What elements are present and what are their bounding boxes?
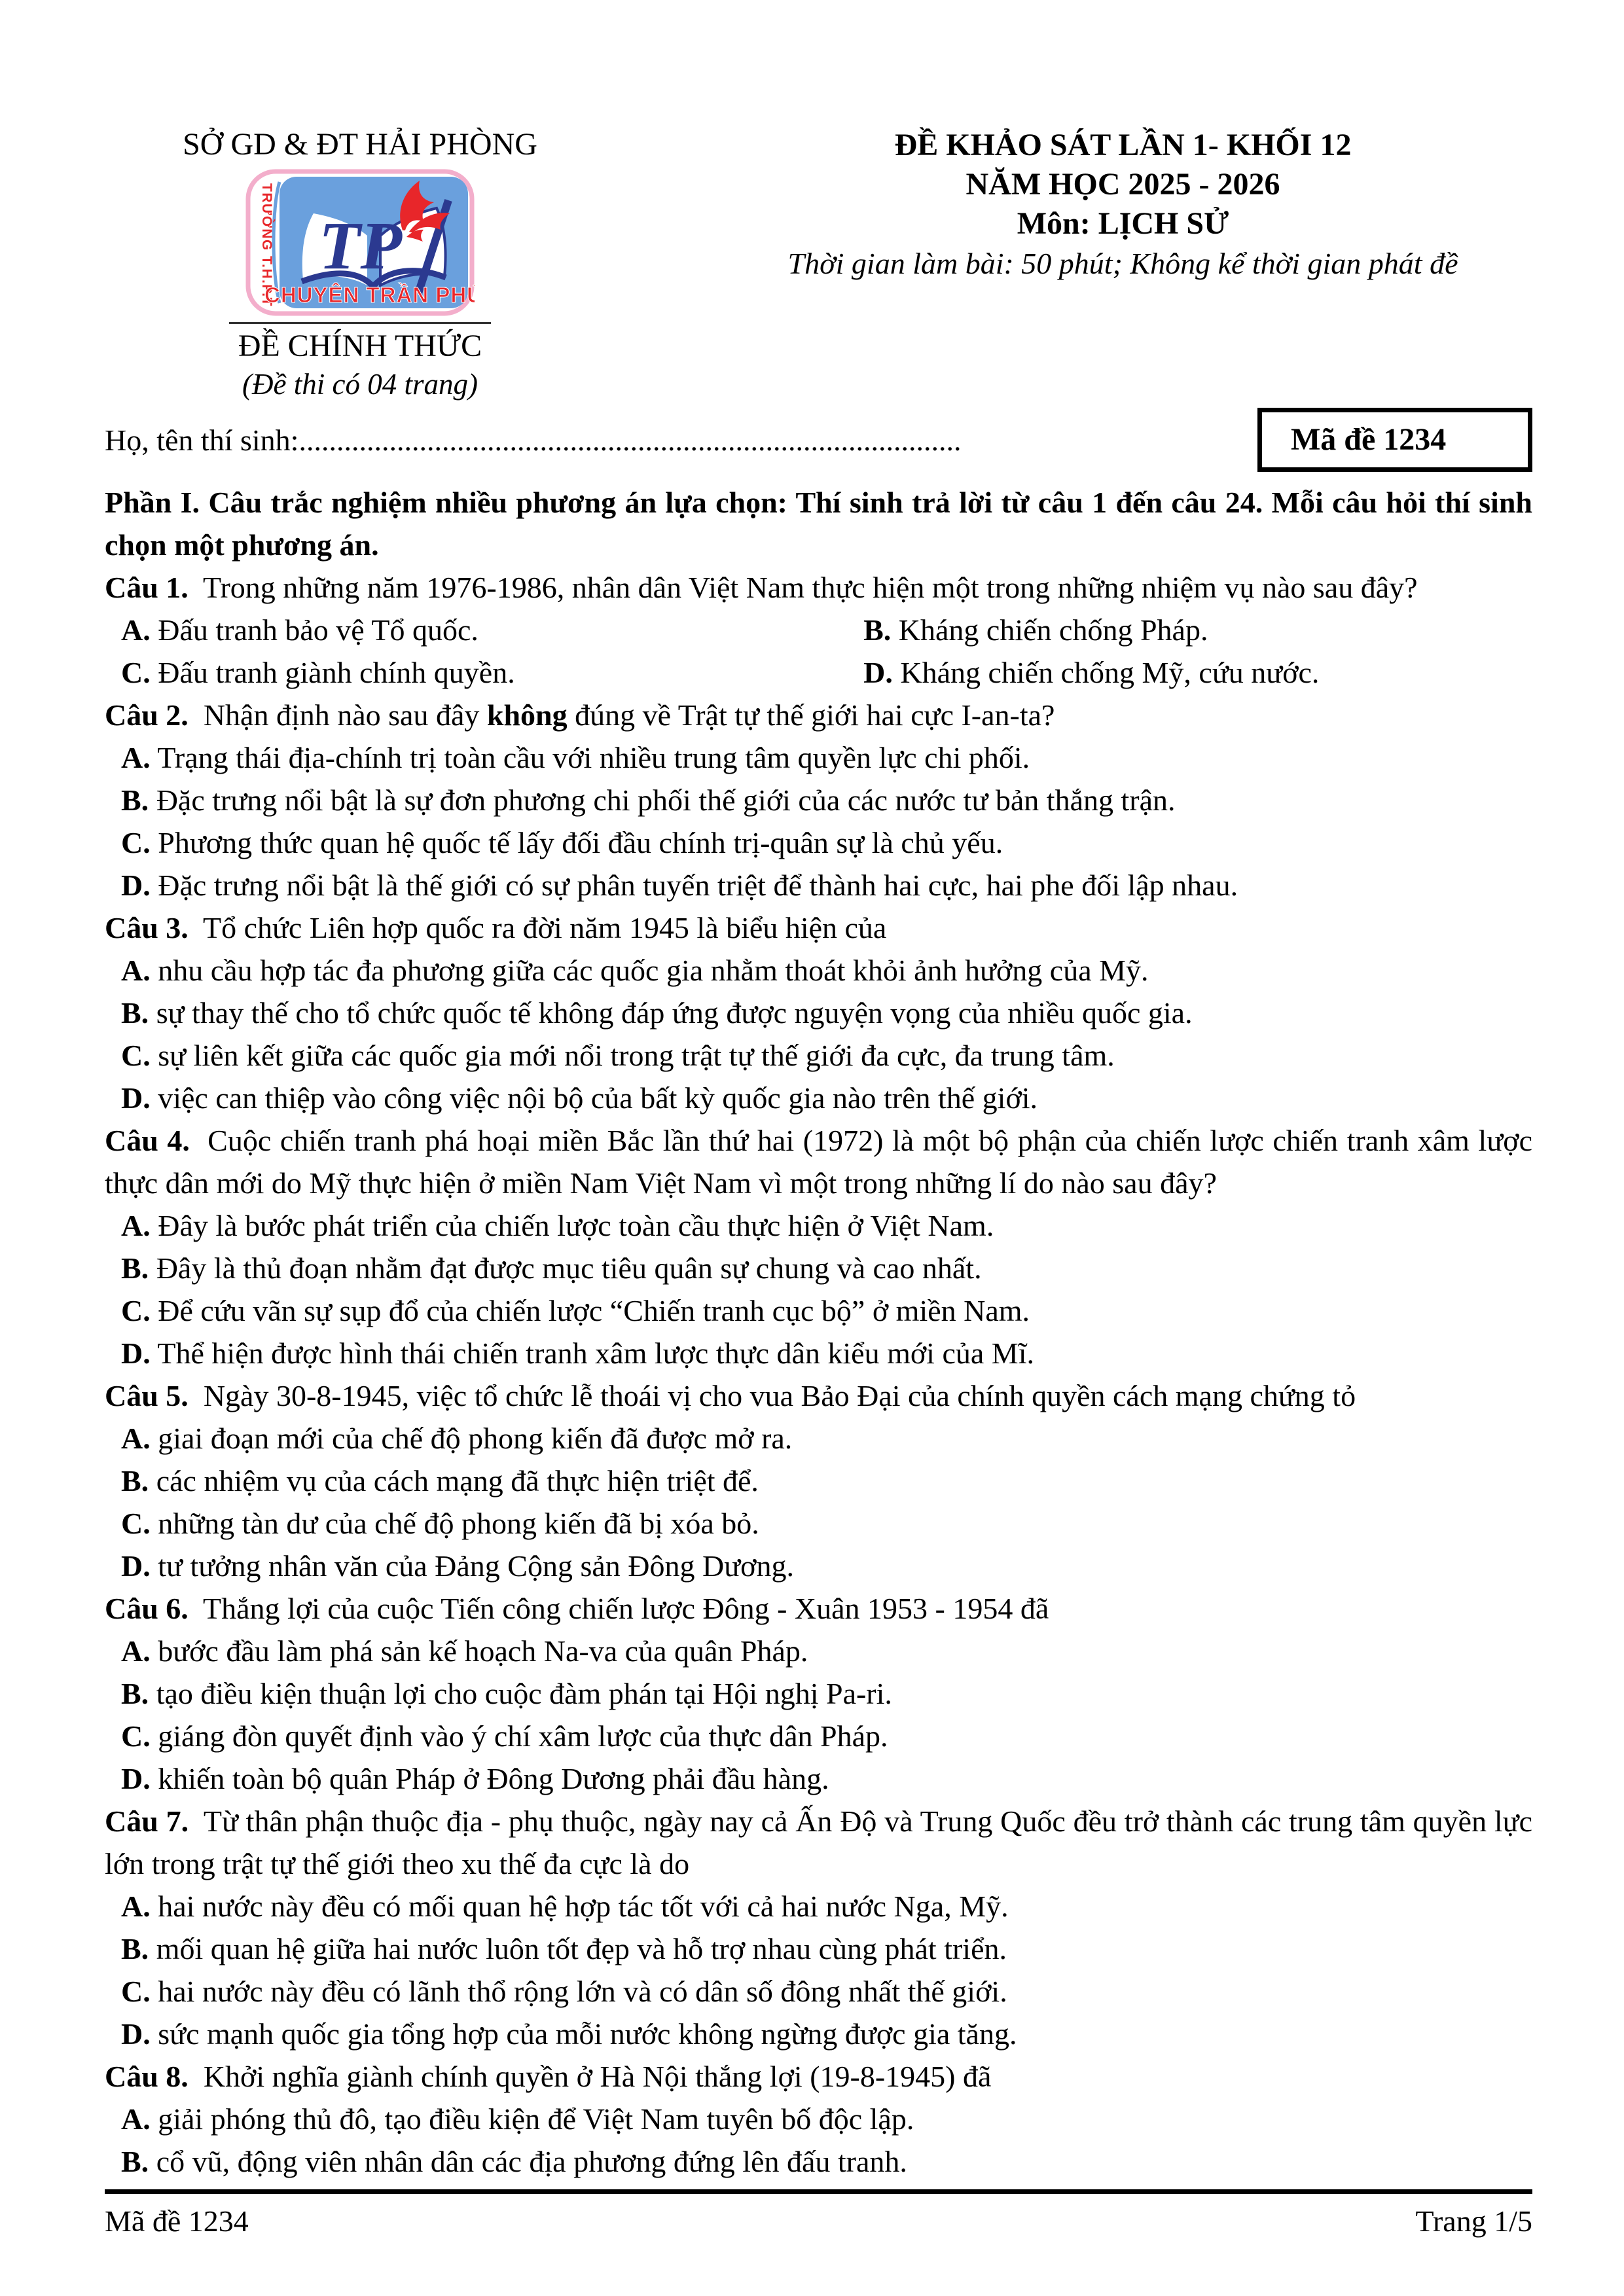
option-letter: B.	[121, 2145, 149, 2178]
options	[105, 2098, 1532, 2183]
option-letter: B.	[121, 1677, 149, 1710]
option: C. Phương thức quan hệ quốc tế lấy đối đầu chính trị-quân sự là chủ yếu.	[121, 826, 1003, 859]
question	[105, 1800, 1532, 2055]
question-label: Câu 7.	[105, 1804, 189, 1838]
option: C. những tàn dư của chế độ phong kiến đã bị xóa bỏ.	[121, 1507, 759, 1540]
question-label: Câu 4.	[105, 1124, 190, 1157]
option: D. Thể hiện được hình thái chiến tranh xâm lược thực dân kiểu mới của Mĩ.	[121, 1336, 1034, 1370]
option-letter: C.	[121, 1039, 151, 1072]
question-label: Câu 8.	[105, 2060, 189, 2093]
option: B. cổ vũ, động viên nhân dân các địa phương đứng lên đấu tranh.	[121, 2145, 907, 2178]
option-letter: A.	[121, 1890, 151, 1923]
option-letter: C.	[121, 1975, 151, 2008]
option: B. Đặc trưng nổi bật là sự đơn phương chi phối thế giới của các nước tư bản thắng trận.	[121, 783, 1176, 817]
candidate-row	[105, 408, 1532, 472]
option-letter: C.	[121, 826, 151, 859]
option: D. tư tưởng nhân văn của Đảng Cộng sản Đông Dương.	[121, 1549, 794, 1583]
option-letter: D.	[121, 1336, 151, 1370]
footer	[105, 2189, 1532, 2240]
question	[105, 566, 1532, 694]
question	[105, 2055, 1532, 2183]
question-label: Câu 2.	[105, 698, 189, 732]
option: C. hai nước này đều có lãnh thổ rộng lớn và có dân số đông nhất thế giới.	[121, 1975, 1007, 2008]
footer-exam-code: Mã đề 1234	[105, 2204, 249, 2238]
question-text: Câu 1. Trong những năm 1976-1986, nhân dân Việt Nam thực hiện một trong những nhiệm vụ nào sau đây?	[105, 571, 1418, 604]
option: B. mối quan hệ giữa hai nước luôn tốt đẹp và hỗ trợ nhau cùng phát triển.	[121, 1932, 1007, 1965]
question-label: Câu 3.	[105, 911, 189, 944]
option-letter: C.	[121, 1507, 151, 1540]
questions	[105, 566, 1532, 2183]
logo-monogram: TP	[319, 208, 403, 283]
option-letter: C.	[121, 656, 151, 689]
option-letter: A.	[121, 1209, 151, 1242]
candidate-dots: ........................................................................................	[298, 423, 962, 457]
option-letter: A.	[121, 741, 151, 774]
option-letter: C.	[121, 1719, 151, 1753]
option: B. sự thay thế cho tổ chức quốc tế không đáp ứng được nguyện vọng của nhiều quốc gia.	[121, 996, 1193, 1030]
option: C. giáng đòn quyết định vào ý chí xâm lược của thực dân Pháp.	[121, 1719, 888, 1753]
options	[105, 736, 1532, 906]
option: B. Kháng chiến chống Pháp.	[863, 613, 1208, 647]
option-letter: B.	[121, 1932, 149, 1965]
option-letter: B.	[121, 1251, 149, 1285]
exam-title-line1: ĐỀ KHẢO SÁT LẦN 1- KHỐI 12	[894, 128, 1352, 162]
option: D. việc can thiệp vào công việc nội bộ của bất kỳ quốc gia nào trên thế giới.	[121, 1081, 1038, 1115]
question-label: Câu 1.	[105, 571, 189, 604]
time-note: Thời gian làm bài: 50 phút; Không kể thời gian phát đề	[787, 247, 1458, 280]
question-label: Câu 5.	[105, 1379, 189, 1412]
logo-bottom-text: CHUYÊN TRẦN PHÚ	[264, 283, 475, 307]
option: C. sự liên kết giữa các quốc gia mới nổi trong trật tự thế giới đa cực, đa trung tâm.	[121, 1039, 1115, 1072]
candidate-name-line	[105, 423, 961, 457]
option: A. Đây là bước phát triển của chiến lược toàn cầu thực hiện ở Việt Nam.	[121, 1209, 994, 1242]
question	[105, 1119, 1532, 1374]
option-letter: D.	[863, 656, 893, 689]
option-letter: A.	[121, 1422, 151, 1455]
school-logo	[245, 169, 475, 319]
header-right	[615, 126, 1532, 283]
question-text: Câu 4. Cuộc chiến tranh phá hoại miền Bắc lần thứ hai (1972) là một bộ phận của chiến lược chiến tranh xâm lược thực dân mới do Mỹ thực hiện ở miền Nam Việt Nam vì một trong những lí do nào sau đây?	[105, 1124, 1532, 1200]
option: B. Đây là thủ đoạn nhằm đạt được mục tiêu quân sự chung và cao nhất.	[121, 1251, 982, 1285]
option: C. Đấu tranh giành chính quyền.	[121, 656, 515, 689]
exam-title-line2: NĂM HỌC 2025 - 2026	[965, 167, 1280, 202]
options	[105, 949, 1532, 1119]
options	[105, 609, 1532, 694]
options	[105, 1885, 1532, 2055]
option-letter: B.	[121, 1464, 149, 1498]
option: C. Để cứu vãn sự sụp đổ của chiến lược “Chiến tranh cục bộ” ở miền Nam.	[121, 1294, 1030, 1327]
option-letter: B.	[121, 783, 149, 817]
exam-code-box: Mã đề 1234	[1257, 408, 1532, 472]
question-text: Câu 8. Khởi nghĩa giành chính quyền ở Hà Nội thắng lợi (19-8-1945) đã	[105, 2060, 992, 2093]
option: A. giai đoạn mới của chế độ phong kiến đã được mở ra.	[121, 1422, 793, 1455]
header-left	[105, 126, 615, 403]
question	[105, 906, 1532, 1119]
option: D. Đặc trưng nổi bật là thế giới có sự phân tuyến triệt để thành hai cực, hai phe đối lập nhau.	[121, 869, 1238, 902]
option: A. Trạng thái địa-chính trị toàn cầu với nhiều trung tâm quyền lực chi phối.	[121, 741, 1030, 774]
option: D. sức mạnh quốc gia tổng hợp của mỗi nước không ngừng được gia tăng.	[121, 2017, 1017, 2051]
option-letter: A.	[121, 1634, 151, 1668]
option: A. Đấu tranh bảo vệ Tổ quốc.	[121, 613, 478, 647]
question-text: Câu 5. Ngày 30-8-1945, việc tổ chức lễ thoái vị cho vua Bảo Đại của chính quyền cách mạng chứng tỏ	[105, 1379, 1356, 1412]
question-label: Câu 6.	[105, 1592, 189, 1625]
official-exam-label: ĐỀ CHÍNH THỨC	[238, 329, 482, 363]
part1-heading: Phần I. Câu trắc nghiệm nhiều phương án lựa chọn: Thí sinh trả lời từ câu 1 đến câu 24. Mỗi câu hỏi thí sinh chọn một phương án.	[105, 486, 1532, 562]
logo-side-text: TRƯỜNG T.H.P.T	[259, 183, 274, 307]
school-logo-graphic	[245, 169, 475, 316]
question-text: Câu 6. Thắng lợi của cuộc Tiến công chiến lược Đông - Xuân 1953 - 1954 đã	[105, 1592, 1049, 1625]
option: B. tạo điều kiện thuận lợi cho cuộc đàm phán tại Hội nghị Pa-ri.	[121, 1677, 892, 1710]
options	[105, 1630, 1532, 1800]
option-letter: D.	[121, 1549, 151, 1583]
option: D. Kháng chiến chống Mỹ, cứu nước.	[863, 656, 1320, 689]
question	[105, 1374, 1532, 1587]
option-letter: A.	[121, 2102, 151, 2136]
question	[105, 1587, 1532, 1800]
pages-note: (Đề thi có 04 trang)	[242, 368, 478, 401]
option-letter: D.	[121, 869, 151, 902]
content	[105, 481, 1532, 2183]
option-letter: B.	[863, 613, 892, 647]
question	[105, 694, 1532, 906]
option-letter: A.	[121, 613, 151, 647]
question-text: Câu 2. Nhận định nào sau đây không đúng về Trật tự thế giới hai cực I-an-ta?	[105, 698, 1055, 732]
option-letter: A.	[121, 954, 151, 987]
options	[105, 1417, 1532, 1587]
option-letter: D.	[121, 2017, 151, 2051]
option: B. các nhiệm vụ của cách mạng đã thực hiện triệt để.	[121, 1464, 759, 1498]
header	[105, 126, 1532, 403]
footer-page-number: Trang 1/5	[1415, 2204, 1532, 2238]
option: A. nhu cầu hợp tác đa phương giữa các quốc gia nhằm thoát khỏi ảnh hưởng của Mỹ.	[121, 954, 1149, 987]
option: D. khiến toàn bộ quân Pháp ở Đông Dương phải đầu hàng.	[121, 1762, 829, 1795]
option: A. bước đầu làm phá sản kế hoạch Na-va của quân Pháp.	[121, 1634, 808, 1668]
question-text: Câu 7. Từ thân phận thuộc địa - phụ thuộc, ngày nay cả Ấn Độ và Trung Quốc đều trở thành các trung tâm quyền lực lớn trong trật tự thế giới theo xu thế đa cực là do	[105, 1804, 1532, 1880]
option-letter: D.	[121, 1081, 151, 1115]
subject-line: Môn: LỊCH SỬ	[1017, 206, 1229, 241]
divider-line	[229, 322, 491, 324]
option-letter: C.	[121, 1294, 151, 1327]
option: A. hai nước này đều có mối quan hệ hợp tác tốt với cả hai nước Nga, Mỹ.	[121, 1890, 1009, 1923]
options	[105, 1204, 1532, 1374]
department-name: SỞ GD & ĐT HẢI PHÒNG	[183, 127, 537, 162]
candidate-label: Họ, tên thí sinh:	[105, 423, 299, 457]
option-letter: D.	[121, 1762, 151, 1795]
option-letter: B.	[121, 996, 149, 1030]
question-text: Câu 3. Tổ chức Liên hợp quốc ra đời năm 1945 là biểu hiện của	[105, 911, 887, 944]
option: A. giải phóng thủ đô, tạo điều kiện để Việt Nam tuyên bố độc lập.	[121, 2102, 914, 2136]
